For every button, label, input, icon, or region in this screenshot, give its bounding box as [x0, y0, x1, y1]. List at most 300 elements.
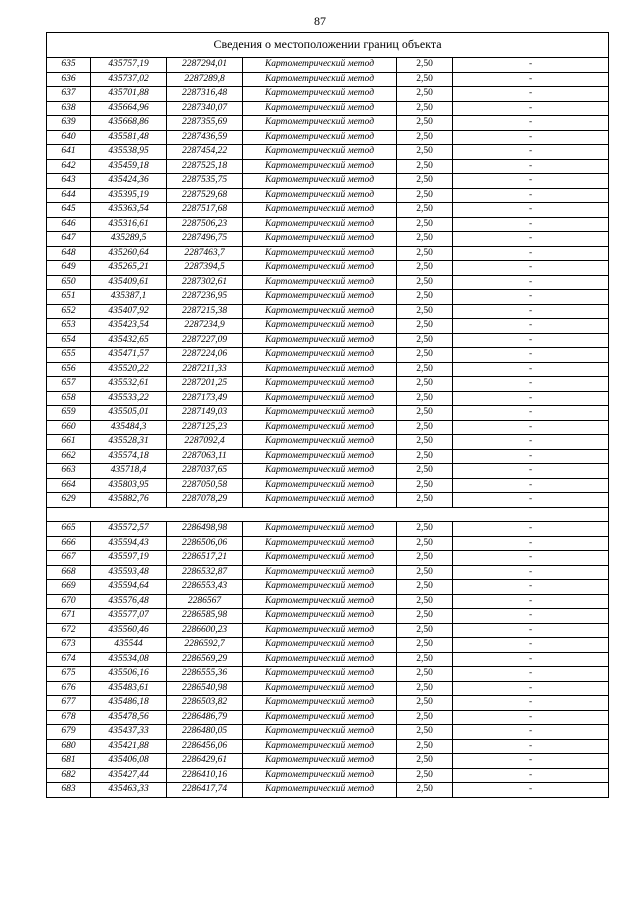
precision-cell: 2,50: [397, 696, 453, 711]
boundary-sheet: [46, 32, 608, 798]
y-coordinate: 2287078,29: [167, 493, 243, 508]
point-number: 640: [47, 130, 91, 145]
method-cell: Картометрический метод: [243, 348, 397, 363]
table-row: [47, 377, 609, 392]
x-coordinate: 435421,88: [91, 739, 167, 754]
x-coordinate: 435718,4: [91, 464, 167, 479]
description-cell: -: [453, 536, 609, 551]
table-row: [47, 710, 609, 725]
x-coordinate: 435581,48: [91, 130, 167, 145]
method-cell: Картометрический метод: [243, 304, 397, 319]
point-number: 629: [47, 493, 91, 508]
description-cell: -: [453, 464, 609, 479]
point-number: 676: [47, 681, 91, 696]
y-coordinate: 2286540,98: [167, 681, 243, 696]
precision-cell: 2,50: [397, 319, 453, 334]
precision-cell: 2,50: [397, 710, 453, 725]
y-coordinate: 2286553,43: [167, 580, 243, 595]
table-row: [47, 275, 609, 290]
description-cell: -: [453, 304, 609, 319]
y-coordinate: 2287517,68: [167, 203, 243, 218]
precision-cell: 2,50: [397, 652, 453, 667]
method-cell: Картометрический метод: [243, 464, 397, 479]
point-number: 655: [47, 348, 91, 363]
table-row: [47, 754, 609, 769]
method-cell: Картометрический метод: [243, 377, 397, 392]
y-coordinate: 2287125,23: [167, 420, 243, 435]
table-row: [47, 203, 609, 218]
method-cell: Картометрический метод: [243, 580, 397, 595]
point-number: 662: [47, 449, 91, 464]
y-coordinate: 2287294,01: [167, 58, 243, 73]
y-coordinate: 2287525,18: [167, 159, 243, 174]
precision-cell: 2,50: [397, 623, 453, 638]
method-cell: Картометрический метод: [243, 710, 397, 725]
y-coordinate: 2286506,06: [167, 536, 243, 551]
y-coordinate: 2287340,07: [167, 101, 243, 116]
x-coordinate: 435423,54: [91, 319, 167, 334]
method-cell: Картометрический метод: [243, 754, 397, 769]
table-row: [47, 493, 609, 508]
point-number: 663: [47, 464, 91, 479]
precision-cell: 2,50: [397, 725, 453, 740]
description-cell: -: [453, 348, 609, 363]
point-number: 679: [47, 725, 91, 740]
description-cell: -: [453, 159, 609, 174]
method-cell: Картометрический метод: [243, 696, 397, 711]
x-coordinate: 435484,3: [91, 420, 167, 435]
y-coordinate: 2286517,21: [167, 551, 243, 566]
precision-cell: 2,50: [397, 203, 453, 218]
page-number: 87: [314, 14, 326, 28]
table-row: [47, 565, 609, 580]
x-coordinate: 435544: [91, 638, 167, 653]
method-cell: Картометрический метод: [243, 435, 397, 450]
x-coordinate: 435594,64: [91, 580, 167, 595]
x-coordinate: 435406,08: [91, 754, 167, 769]
description-cell: -: [453, 188, 609, 203]
point-number: 680: [47, 739, 91, 754]
y-coordinate: 2286417,74: [167, 783, 243, 798]
point-number: 681: [47, 754, 91, 769]
x-coordinate: 435387,1: [91, 290, 167, 305]
precision-cell: 2,50: [397, 594, 453, 609]
description-cell: -: [453, 406, 609, 421]
y-coordinate: 2287454,22: [167, 145, 243, 160]
x-coordinate: 435437,33: [91, 725, 167, 740]
y-coordinate: 2287535,75: [167, 174, 243, 189]
description-cell: -: [453, 377, 609, 392]
table-row: [47, 232, 609, 247]
x-coordinate: 435506,16: [91, 667, 167, 682]
table-row: [47, 159, 609, 174]
table-row: [47, 464, 609, 479]
description-cell: -: [453, 449, 609, 464]
x-coordinate: 435409,61: [91, 275, 167, 290]
precision-cell: 2,50: [397, 754, 453, 769]
x-coordinate: 435882,76: [91, 493, 167, 508]
precision-cell: 2,50: [397, 188, 453, 203]
point-number: 644: [47, 188, 91, 203]
method-cell: Картометрический метод: [243, 449, 397, 464]
method-cell: Картометрический метод: [243, 232, 397, 247]
description-cell: -: [453, 638, 609, 653]
description-cell: -: [453, 681, 609, 696]
table-row: [47, 739, 609, 754]
description-cell: -: [453, 333, 609, 348]
method-cell: Картометрический метод: [243, 87, 397, 102]
y-coordinate: 2286503,82: [167, 696, 243, 711]
table-row: [47, 304, 609, 319]
x-coordinate: 435424,36: [91, 174, 167, 189]
description-cell: -: [453, 116, 609, 131]
precision-cell: 2,50: [397, 333, 453, 348]
x-coordinate: 435260,64: [91, 246, 167, 261]
table-row: [47, 609, 609, 624]
x-coordinate: 435577,07: [91, 609, 167, 624]
table-row: [47, 246, 609, 261]
table-row: [47, 580, 609, 595]
x-coordinate: 435407,92: [91, 304, 167, 319]
table-row: [47, 681, 609, 696]
table-row: [47, 290, 609, 305]
method-cell: Картометрический метод: [243, 420, 397, 435]
table-row: [47, 261, 609, 276]
x-coordinate: 435483,61: [91, 681, 167, 696]
precision-cell: 2,50: [397, 536, 453, 551]
description-cell: -: [453, 652, 609, 667]
x-coordinate: 435486,18: [91, 696, 167, 711]
x-coordinate: 435664,96: [91, 101, 167, 116]
precision-cell: 2,50: [397, 391, 453, 406]
precision-cell: 2,50: [397, 565, 453, 580]
y-coordinate: 2287173,49: [167, 391, 243, 406]
x-coordinate: 435478,56: [91, 710, 167, 725]
y-coordinate: 2287234,9: [167, 319, 243, 334]
table-row: [47, 696, 609, 711]
point-number: 646: [47, 217, 91, 232]
precision-cell: 2,50: [397, 768, 453, 783]
precision-cell: 2,50: [397, 522, 453, 537]
point-number: 660: [47, 420, 91, 435]
y-coordinate: 2287394,5: [167, 261, 243, 276]
y-coordinate: 2286532,87: [167, 565, 243, 580]
precision-cell: 2,50: [397, 290, 453, 305]
precision-cell: 2,50: [397, 464, 453, 479]
description-cell: -: [453, 290, 609, 305]
method-cell: Картометрический метод: [243, 145, 397, 160]
point-number: 643: [47, 174, 91, 189]
y-coordinate: 2287227,09: [167, 333, 243, 348]
table-row: [47, 116, 609, 131]
y-coordinate: 2286429,61: [167, 754, 243, 769]
point-number: 650: [47, 275, 91, 290]
table-row: [47, 783, 609, 798]
description-cell: -: [453, 667, 609, 682]
precision-cell: 2,50: [397, 261, 453, 276]
point-number: 667: [47, 551, 91, 566]
description-cell: -: [453, 580, 609, 595]
precision-cell: 2,50: [397, 174, 453, 189]
method-cell: Картометрический метод: [243, 319, 397, 334]
table-row: [47, 420, 609, 435]
method-cell: Картометрический метод: [243, 783, 397, 798]
description-cell: -: [453, 101, 609, 116]
point-number: 674: [47, 652, 91, 667]
y-coordinate: 2287224,06: [167, 348, 243, 363]
point-number: 638: [47, 101, 91, 116]
method-cell: Картометрический метод: [243, 72, 397, 87]
method-cell: Картометрический метод: [243, 594, 397, 609]
method-cell: Картометрический метод: [243, 609, 397, 624]
method-cell: Картометрический метод: [243, 275, 397, 290]
precision-cell: 2,50: [397, 72, 453, 87]
y-coordinate: 2287211,33: [167, 362, 243, 377]
precision-cell: 2,50: [397, 449, 453, 464]
table-row: [47, 725, 609, 740]
y-coordinate: 2287529,68: [167, 188, 243, 203]
point-number: 670: [47, 594, 91, 609]
precision-cell: 2,50: [397, 246, 453, 261]
y-coordinate: 2287037,65: [167, 464, 243, 479]
description-cell: -: [453, 203, 609, 218]
description-cell: -: [453, 725, 609, 740]
point-number: 678: [47, 710, 91, 725]
description-cell: -: [453, 565, 609, 580]
point-number: 666: [47, 536, 91, 551]
y-coordinate: 2287302,61: [167, 275, 243, 290]
description-cell: -: [453, 130, 609, 145]
table-row: [47, 130, 609, 145]
precision-cell: 2,50: [397, 232, 453, 247]
method-cell: Картометрический метод: [243, 565, 397, 580]
table-row: [47, 72, 609, 87]
y-coordinate: 2287050,58: [167, 478, 243, 493]
point-number: 636: [47, 72, 91, 87]
description-cell: -: [453, 87, 609, 102]
section-separator-row: [47, 507, 609, 522]
description-cell: -: [453, 594, 609, 609]
description-cell: -: [453, 609, 609, 624]
x-coordinate: 435593,48: [91, 565, 167, 580]
x-coordinate: 435363,54: [91, 203, 167, 218]
precision-cell: 2,50: [397, 217, 453, 232]
method-cell: Картометрический метод: [243, 652, 397, 667]
y-coordinate: 2287463,7: [167, 246, 243, 261]
table-row: [47, 768, 609, 783]
method-cell: Картометрический метод: [243, 638, 397, 653]
table-row: [47, 145, 609, 160]
y-coordinate: 2286498,98: [167, 522, 243, 537]
method-cell: Картометрический метод: [243, 478, 397, 493]
method-cell: Картометрический метод: [243, 217, 397, 232]
point-number: 639: [47, 116, 91, 131]
y-coordinate: 2287149,03: [167, 406, 243, 421]
x-coordinate: 435574,18: [91, 449, 167, 464]
table-row: [47, 217, 609, 232]
method-cell: Картометрический метод: [243, 406, 397, 421]
y-coordinate: 2287436,59: [167, 130, 243, 145]
table-row: [47, 188, 609, 203]
point-number: 664: [47, 478, 91, 493]
x-coordinate: 435505,01: [91, 406, 167, 421]
x-coordinate: 435395,19: [91, 188, 167, 203]
x-coordinate: 435701,88: [91, 87, 167, 102]
table-row: [47, 667, 609, 682]
method-cell: Картометрический метод: [243, 174, 397, 189]
x-coordinate: 435528,31: [91, 435, 167, 450]
description-cell: -: [453, 478, 609, 493]
method-cell: Картометрический метод: [243, 116, 397, 131]
table-row: [47, 174, 609, 189]
method-cell: Картометрический метод: [243, 290, 397, 305]
y-coordinate: 2286569,29: [167, 652, 243, 667]
description-cell: -: [453, 275, 609, 290]
precision-cell: 2,50: [397, 580, 453, 595]
method-cell: Картометрический метод: [243, 58, 397, 73]
x-coordinate: 435532,61: [91, 377, 167, 392]
separator-cell: [47, 507, 609, 522]
y-coordinate: 2287316,48: [167, 87, 243, 102]
table-row: [47, 87, 609, 102]
method-cell: Картометрический метод: [243, 551, 397, 566]
description-cell: -: [453, 522, 609, 537]
precision-cell: 2,50: [397, 362, 453, 377]
method-cell: Картометрический метод: [243, 101, 397, 116]
title-row: [47, 33, 609, 58]
description-cell: -: [453, 246, 609, 261]
description-cell: -: [453, 754, 609, 769]
method-cell: Картометрический метод: [243, 246, 397, 261]
precision-cell: 2,50: [397, 783, 453, 798]
y-coordinate: 2286567: [167, 594, 243, 609]
x-coordinate: 435534,08: [91, 652, 167, 667]
method-cell: Картометрический метод: [243, 536, 397, 551]
precision-cell: 2,50: [397, 638, 453, 653]
y-coordinate: 2286592,7: [167, 638, 243, 653]
table-row: [47, 58, 609, 73]
description-cell: -: [453, 319, 609, 334]
method-cell: Картометрический метод: [243, 623, 397, 638]
precision-cell: 2,50: [397, 493, 453, 508]
precision-cell: 2,50: [397, 58, 453, 73]
y-coordinate: 2287201,25: [167, 377, 243, 392]
description-cell: -: [453, 696, 609, 711]
description-cell: -: [453, 768, 609, 783]
point-number: 659: [47, 406, 91, 421]
table-row: [47, 551, 609, 566]
x-coordinate: 435265,21: [91, 261, 167, 276]
precision-cell: 2,50: [397, 130, 453, 145]
description-cell: -: [453, 783, 609, 798]
x-coordinate: 435803,95: [91, 478, 167, 493]
precision-cell: 2,50: [397, 116, 453, 131]
precision-cell: 2,50: [397, 159, 453, 174]
description-cell: -: [453, 145, 609, 160]
y-coordinate: 2287289,8: [167, 72, 243, 87]
point-number: 658: [47, 391, 91, 406]
x-coordinate: 435459,18: [91, 159, 167, 174]
point-number: 682: [47, 768, 91, 783]
method-cell: Картометрический метод: [243, 391, 397, 406]
point-number: 673: [47, 638, 91, 653]
point-number: 649: [47, 261, 91, 276]
y-coordinate: 2287215,38: [167, 304, 243, 319]
y-coordinate: 2287092,4: [167, 435, 243, 450]
point-number: 651: [47, 290, 91, 305]
x-coordinate: 435576,48: [91, 594, 167, 609]
x-coordinate: 435289,5: [91, 232, 167, 247]
y-coordinate: 2286555,36: [167, 667, 243, 682]
y-coordinate: 2286585,98: [167, 609, 243, 624]
description-cell: -: [453, 174, 609, 189]
x-coordinate: 435432,65: [91, 333, 167, 348]
point-number: 661: [47, 435, 91, 450]
table-row: [47, 406, 609, 421]
table-row: [47, 594, 609, 609]
x-coordinate: 435538,95: [91, 145, 167, 160]
method-cell: Картометрический метод: [243, 130, 397, 145]
point-number: 637: [47, 87, 91, 102]
description-cell: -: [453, 493, 609, 508]
precision-cell: 2,50: [397, 420, 453, 435]
x-coordinate: 435316,61: [91, 217, 167, 232]
y-coordinate: 2287063,11: [167, 449, 243, 464]
precision-cell: 2,50: [397, 304, 453, 319]
method-cell: Картометрический метод: [243, 333, 397, 348]
y-coordinate: 2287355,69: [167, 116, 243, 131]
description-cell: -: [453, 261, 609, 276]
y-coordinate: 2287506,23: [167, 217, 243, 232]
precision-cell: 2,50: [397, 348, 453, 363]
method-cell: Картометрический метод: [243, 739, 397, 754]
description-cell: -: [453, 435, 609, 450]
point-number: 675: [47, 667, 91, 682]
x-coordinate: 435533,22: [91, 391, 167, 406]
point-number: 672: [47, 623, 91, 638]
table-row: [47, 333, 609, 348]
x-coordinate: 435560,46: [91, 623, 167, 638]
precision-cell: 2,50: [397, 377, 453, 392]
point-number: 647: [47, 232, 91, 247]
description-cell: -: [453, 217, 609, 232]
boundary-table: [46, 32, 609, 798]
x-coordinate: 435520,22: [91, 362, 167, 377]
point-number: 671: [47, 609, 91, 624]
x-coordinate: 435471,57: [91, 348, 167, 363]
point-number: 669: [47, 580, 91, 595]
precision-cell: 2,50: [397, 739, 453, 754]
description-cell: -: [453, 551, 609, 566]
point-number: 648: [47, 246, 91, 261]
precision-cell: 2,50: [397, 406, 453, 421]
precision-cell: 2,50: [397, 145, 453, 160]
method-cell: Картометрический метод: [243, 667, 397, 682]
description-cell: -: [453, 710, 609, 725]
method-cell: Картометрический метод: [243, 261, 397, 276]
description-cell: -: [453, 623, 609, 638]
table-row: [47, 101, 609, 116]
precision-cell: 2,50: [397, 609, 453, 624]
method-cell: Картометрический метод: [243, 362, 397, 377]
method-cell: Картометрический метод: [243, 493, 397, 508]
method-cell: Картометрический метод: [243, 681, 397, 696]
method-cell: Картометрический метод: [243, 203, 397, 218]
point-number: 657: [47, 377, 91, 392]
point-number: 656: [47, 362, 91, 377]
table-row: [47, 536, 609, 551]
x-coordinate: 435463,33: [91, 783, 167, 798]
